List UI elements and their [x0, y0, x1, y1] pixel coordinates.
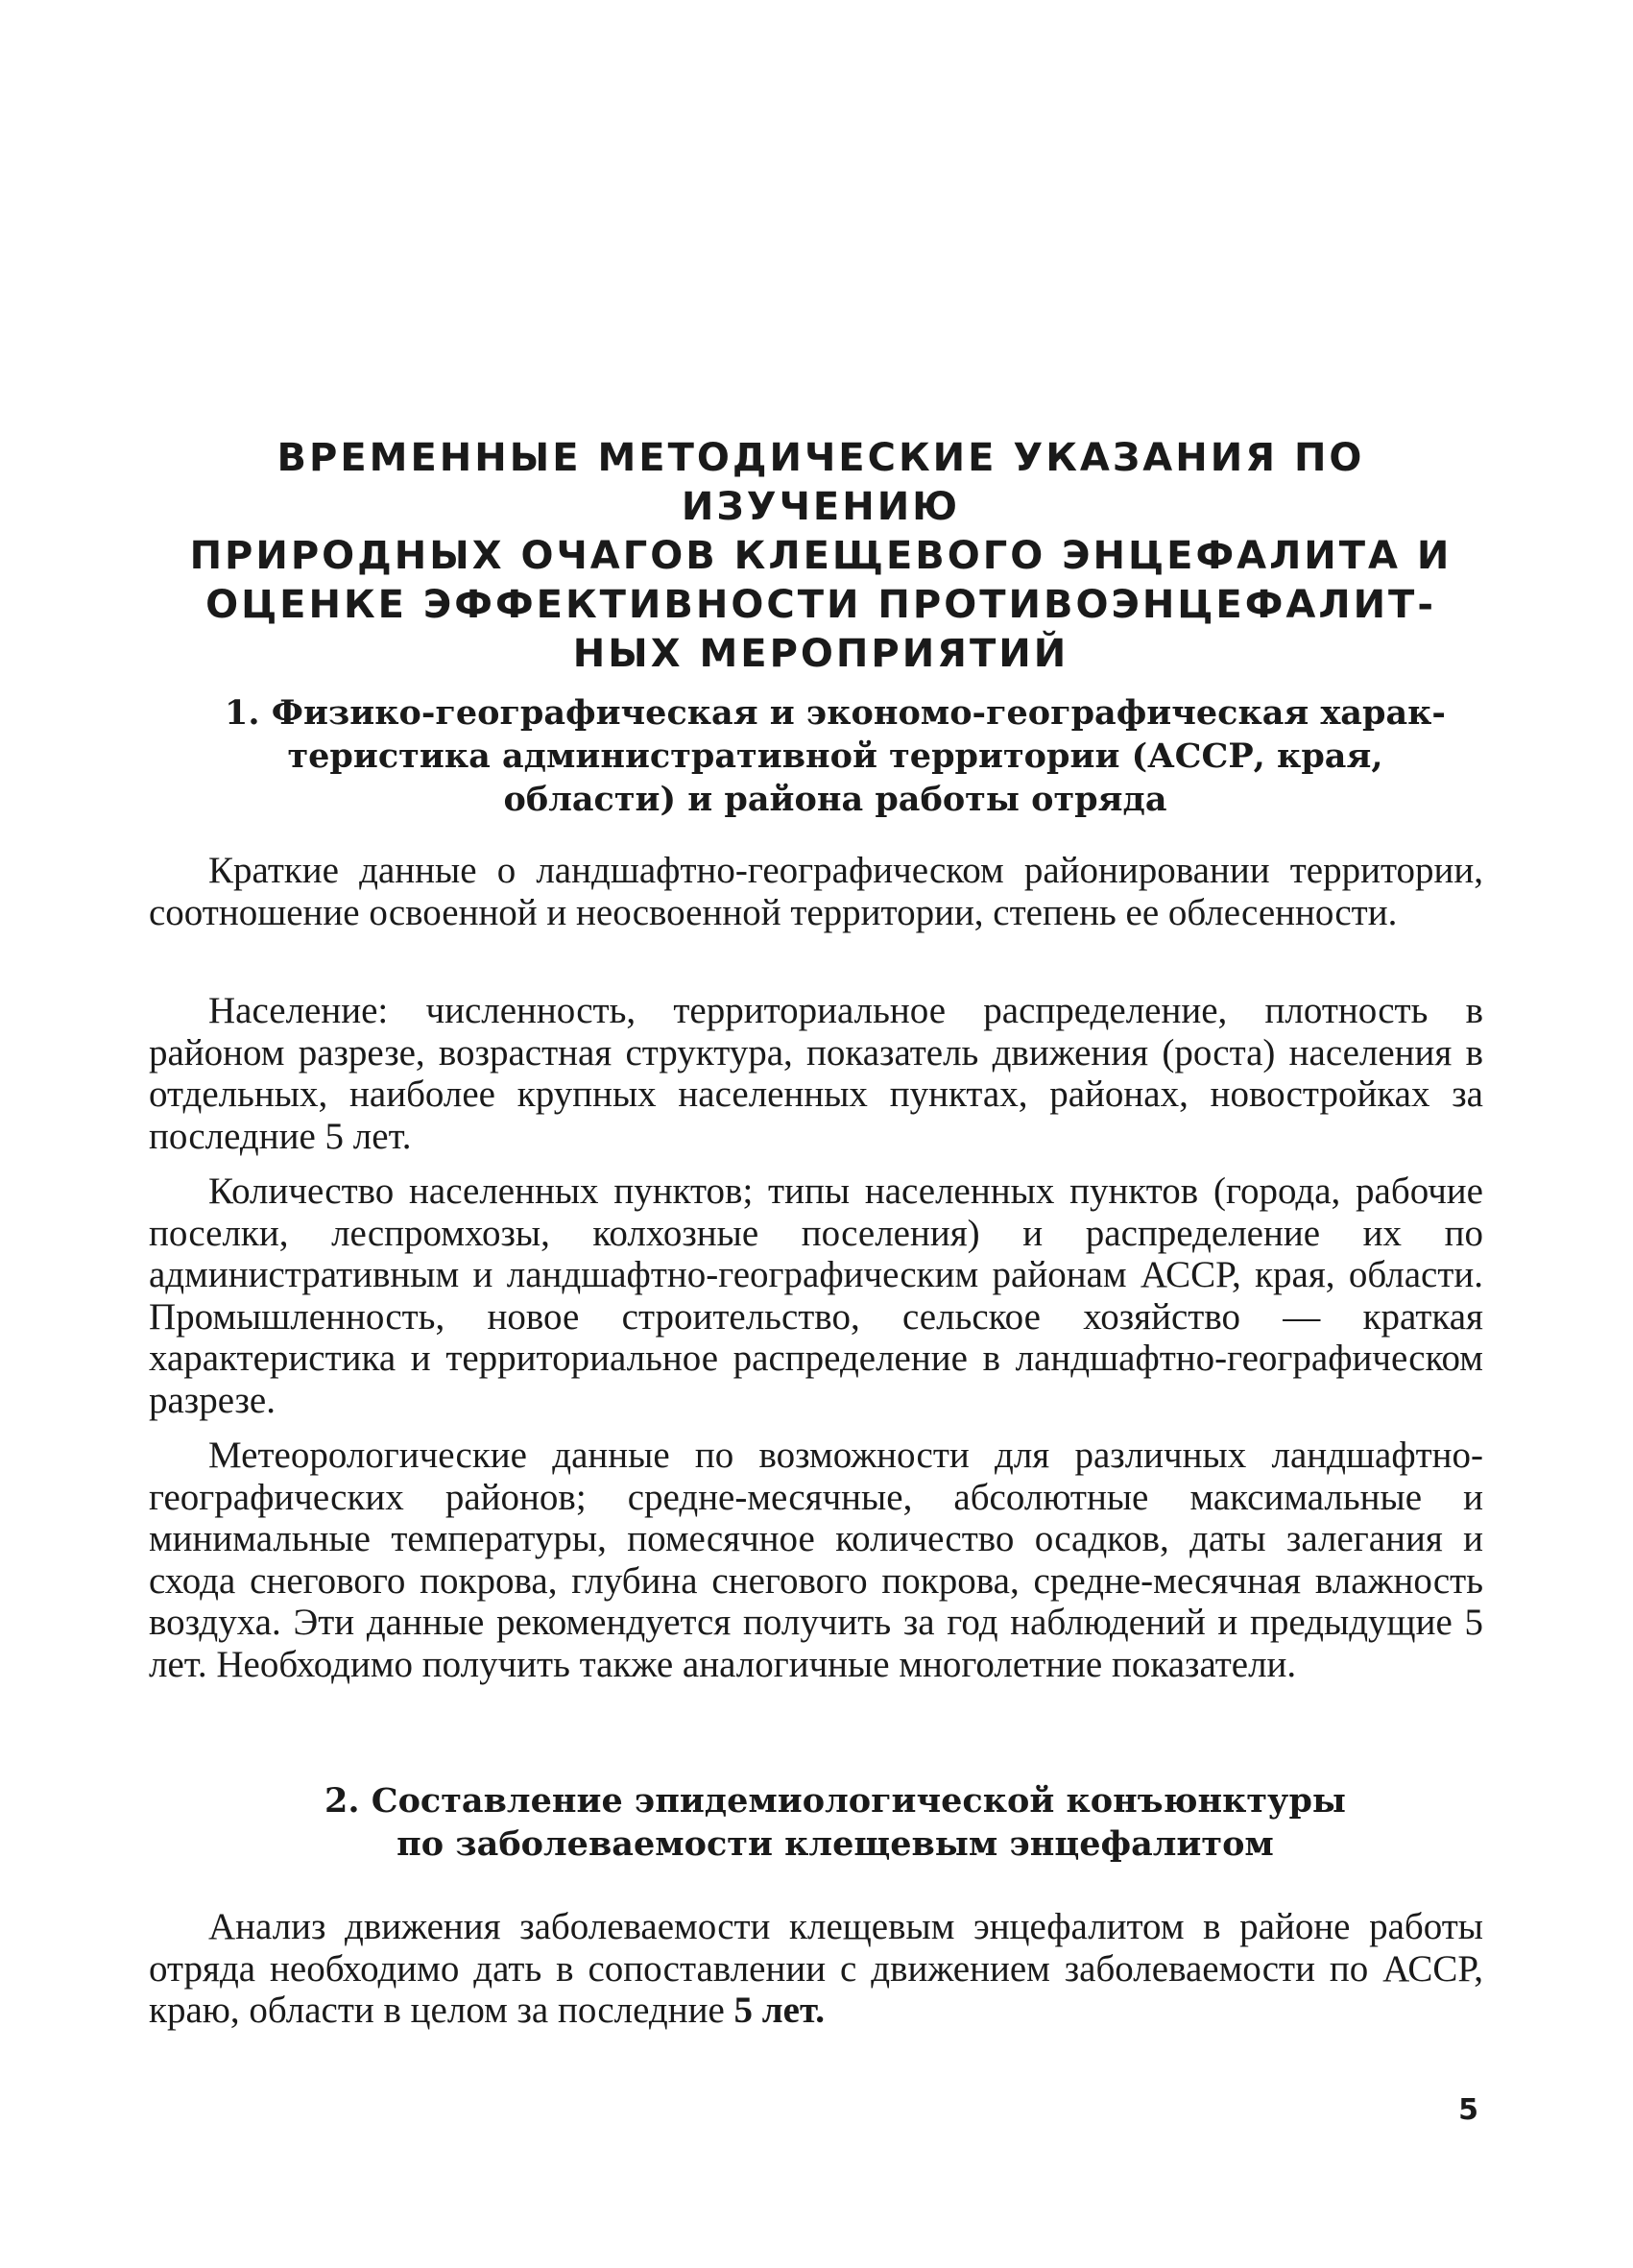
document-title-line: НЫХ МЕРОПРИЯТИЙ: [572, 632, 1069, 676]
section-2-paragraph-tail: 5 лет.: [733, 1990, 825, 2031]
section-1-paragraph: Метеорологические данные по возможности для различных ландшафтно-географических районов; средне-месячные, абсолютные максимальные и минимальные температуры, помесячное количество осадков, даты залегания и схода снегового покрова, глубина снегового покрова, средне-месячная влажность воздуха. Эти данные рекомендуется получить за год наблюдений и предыдущие 5 лет. Необходимо получить также аналогичные многолетние показатели.: [149, 1435, 1483, 1685]
section-heading-line: по заболеваемости клещевым энцефалитом: [396, 1824, 1274, 1864]
document-title-line: ВРЕМЕННЫЕ МЕТОДИЧЕСКИЕ УКАЗАНИЯ ПО ИЗУЧЕНИЮ: [276, 436, 1365, 529]
document-title-line: ПРИРОДНЫХ ОЧАГОВ КЛЕЩЕВОГО ЭНЦЕФАЛИТА И: [189, 534, 1453, 578]
section-heading-line: 1. Физико-географическая и экономо-географическая харак-: [225, 693, 1446, 733]
section-2-heading: [307, 1779, 1363, 1866]
section-1-paragraph: Количество населенных пунктов; типы населенных пунктов (города, рабочие поселки, леспромхозы, колхозные поселения) и распределение их по административным и ландшафтно-географическим районам АССР, края, области. Промышленность, новое строительство, сельское хозяйство — краткая характеристика и территориальное распределение в ландшафтно-географическом разрезе.: [149, 1170, 1483, 1421]
section-1-heading: [211, 691, 1459, 821]
section-heading-line: области) и района работы отряда: [503, 780, 1167, 819]
document-title-line: ОЦЕНКЕ ЭФФЕКТИВНОСТИ ПРОТИВОЭНЦЕФАЛИТ-: [205, 583, 1436, 627]
section-2-paragraph: [149, 1906, 1483, 2032]
document-title: [163, 434, 1478, 679]
section-1-paragraph: Краткие данные о ландшафтно-географическом районировании территории, соотношение освоенной и неосвоенной территории, степень ее облесенности.: [149, 850, 1483, 933]
section-heading-line: теристика административной территории (АССР, края,: [287, 736, 1383, 776]
page-number: 5: [1458, 2093, 1478, 2127]
section-heading-line: 2. Составление эпидемиологической конъюнктуры: [324, 1781, 1346, 1821]
section-2-paragraph-text: Анализ движения заболеваемости клещевым энцефалитом в районе работы отряда необходимо дать в сопоставлении с движением заболеваемости по АССР, краю, области в целом за последние: [149, 1906, 1483, 2031]
section-1-paragraph: Население: численность, территориальное распределение, плотность в районом разрезе, возрастная структура, показатель движения (роста) населения в отдельных, наиболее крупных населенных пунктах, районах, новостройках за последние 5 лет.: [149, 990, 1483, 1157]
